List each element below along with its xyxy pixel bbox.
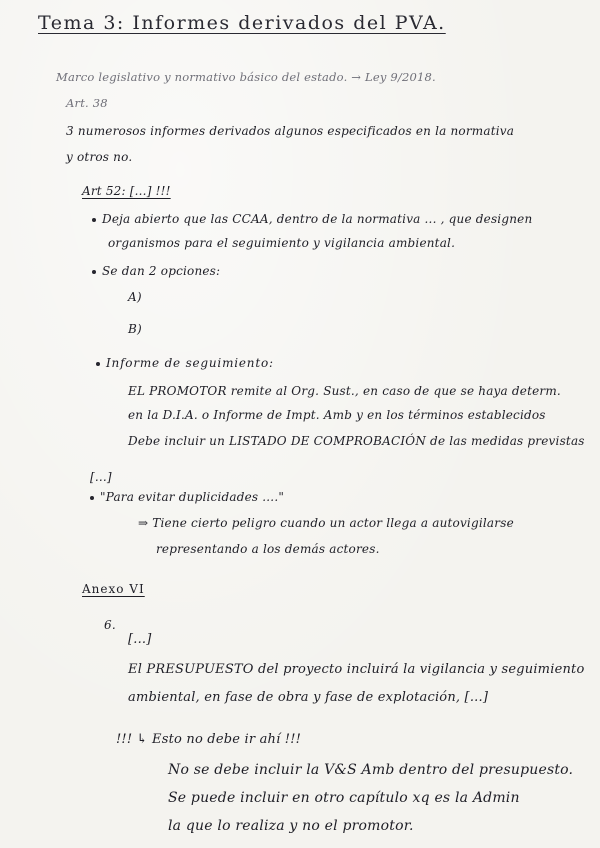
bullet-dot	[92, 218, 96, 222]
seguimiento-line-2: en la D.I.A. o Informe de Impt. Amb y en los términos establecidos	[128, 408, 546, 422]
seguimiento-line-3: Debe incluir un LISTADO DE COMPROBACIÓN de las medidas previstas	[128, 434, 585, 448]
peligro-line-2: representando a los demás actores.	[156, 542, 380, 556]
page-title	[38, 12, 446, 34]
note-line-2: Se puede incluir en otro capítulo xq es la Admin	[168, 790, 520, 806]
presupuesto-line-2: ambiental, en fase de obra y fase de explotación, [...]	[128, 690, 489, 705]
anexo-heading: Anexo VI	[82, 582, 145, 596]
evitar-line	[90, 490, 284, 504]
bullet-dot	[90, 496, 94, 500]
bullet-dot	[96, 362, 100, 366]
bullet-dot	[92, 270, 96, 274]
option-b-label: B)	[128, 322, 142, 336]
note-line-3: la que lo realiza y no el promotor.	[168, 818, 414, 834]
intro-line-2: y otros no.	[66, 150, 133, 164]
note-line-1: No se debe incluir la V&S Amb dentro del presupuesto.	[168, 762, 574, 778]
ellipsis-2: [...]	[128, 632, 152, 647]
art52-heading: Art 52: [...] !!!	[82, 184, 171, 198]
item-number-6: 6.	[104, 618, 116, 632]
peligro-line-1: ⇒ Tiene cierto peligro cuando un actor llega a autovigilarse	[138, 516, 514, 530]
intro-line-1: 3 numerosos informes derivados algunos especificados en la normativa	[66, 124, 515, 138]
seguimiento-heading-text: Informe de seguimiento:	[106, 356, 274, 370]
dejo-line-1	[92, 212, 532, 226]
seguimiento-line-1: EL PROMOTOR remite al Org. Sust., en caso de que se haya determ.	[128, 384, 561, 398]
ellipsis-1: [...]	[90, 470, 112, 484]
dejo-line-2: organismos para el seguimiento y vigilancia ambiental.	[108, 236, 456, 250]
art38-label: Art. 38	[66, 96, 108, 110]
marco-line: Marco legislativo y normativo básico del estado. → Ley 9/2018.	[56, 70, 436, 84]
esto-warning: !!! ↳ Esto no debe ir ahí !!!	[116, 732, 302, 747]
opciones-text: Se dan 2 opciones:	[102, 264, 221, 278]
presupuesto-line-1: El PRESUPUESTO del proyecto incluirá la vigilancia y seguimiento	[128, 662, 585, 677]
page-title-text: Tema 3: Informes derivados del PVA.	[38, 12, 446, 34]
seguimiento-heading	[96, 356, 274, 370]
option-a-label: A)	[128, 290, 142, 304]
dejo-text-1: Deja abierto que las CCAA, dentro de la normativa ... , que designen	[102, 212, 533, 226]
opciones-line	[92, 264, 220, 278]
evitar-text: "Para evitar duplicidades ...."	[100, 490, 285, 504]
